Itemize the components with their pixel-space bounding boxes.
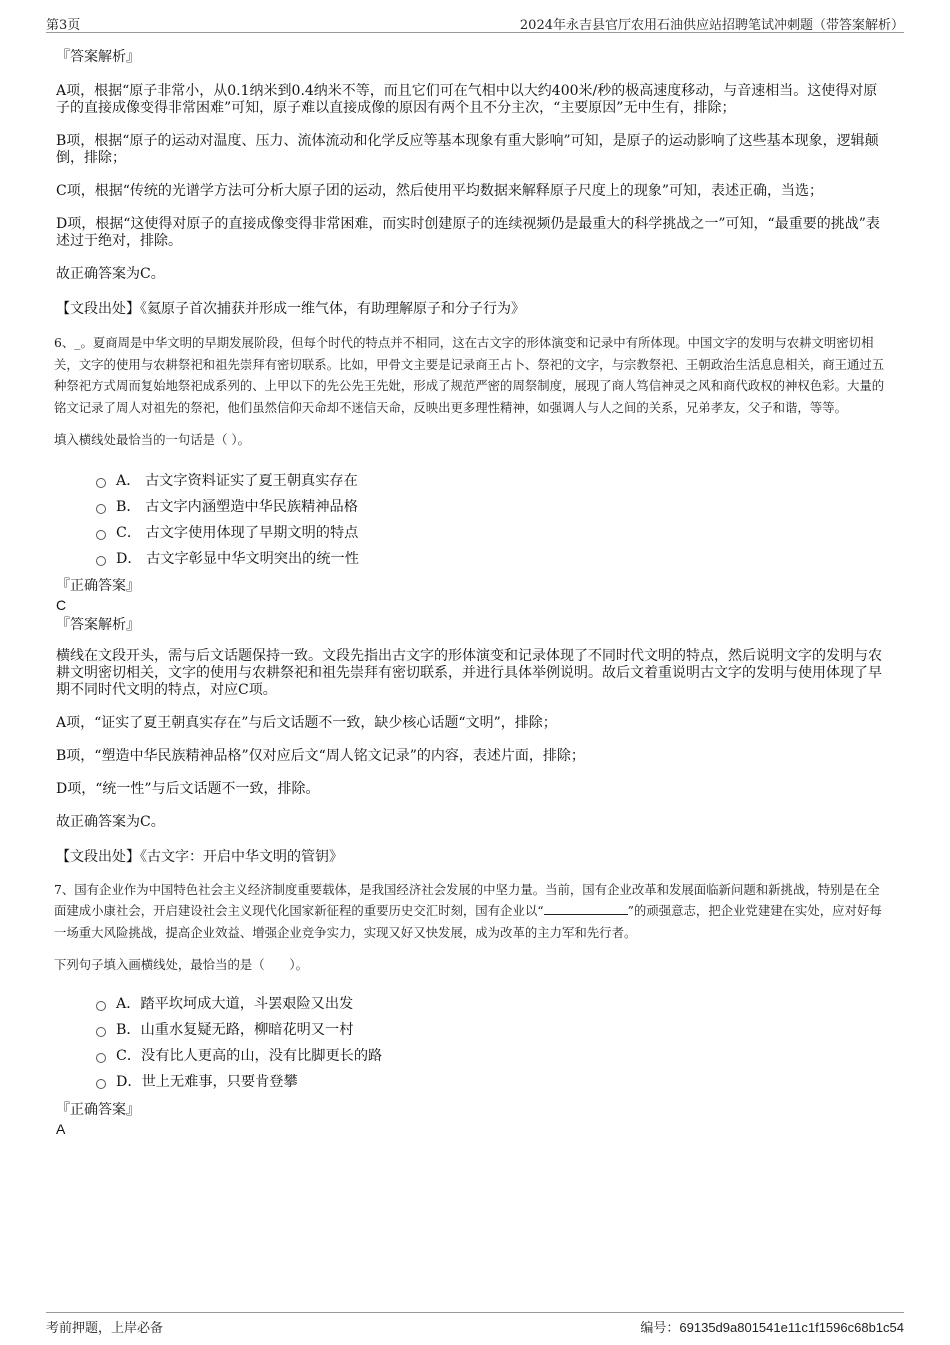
q6-option-c[interactable] bbox=[96, 520, 888, 546]
page-header bbox=[46, 12, 904, 33]
radio-icon[interactable] bbox=[96, 478, 106, 488]
page-footer bbox=[46, 1312, 904, 1335]
q5-explanation-d: D项，根据“这使得对原子的直接成像变得非常困难，而实时创建原子的连续视频仍是最重大的科学挑战之一”可知，“最重要的挑战”表述过于绝对，排除。 bbox=[56, 216, 880, 249]
q6-conclusion: 故正确答案为C。 bbox=[56, 813, 165, 830]
q5-explanation-a: A项，根据“原子非常小，从0.1纳米到0.4纳米不等，而且它们可在气相中以大约400米/秒的极高速度移动，与音速相当。这使得对原子的直接成像变得非常困难”可知，原子难以直接成像的原因有两个且不分主次，“主要原因”无中生有，排除； bbox=[56, 83, 878, 116]
radio-icon[interactable] bbox=[96, 556, 106, 566]
q6-explanation-b: B项，“塑造中华民族精神品格”仅对应后文“周人铭文记录”的内容，表述片面，排除； bbox=[56, 747, 585, 764]
q6-stem: 6、_。夏商周是中华文明的早期发展阶段，但每个时代的特点并不相同，这在古文字的形体演变和记录中有所体现。中国文字的发明与农耕文明密切相关，文字的使用与农耕祭祀和祖先崇拜有密切联系。比如，甲骨文主要是记录商王占卜、祭祀的文字，与宗教祭祀、王朝政治生活息息相关，商王通过五种祭祀方式周而复始地祭祀成系列的、上甲以下的先公先王先妣，形成了规范严密的周祭制度，展现了商人笃信神灵之风和商代政权的神权色彩。大量的铭文记录了周人对祖先的祭祀，他们虽然信仰天命却不迷信天命，反映出更多理性精神，如强调人与人之间的关系，兄弟孝友，父子和谐，等等。 bbox=[54, 335, 885, 415]
page-number: 第3页 bbox=[46, 18, 81, 33]
q7-stem-after: ”的顽强意志，把企业党建建在实处，应对好每一场重大风险挑战，提高企业效益、增强企业竞争实力，实现又好又快发展，成为改革的主力军和先行者。 bbox=[54, 903, 882, 940]
q6-explanation-a: A项，“证实了夏王朝真实存在”与后文话题不一致，缺少核心话题“文明”，排除； bbox=[56, 714, 557, 731]
q7-option-d[interactable] bbox=[96, 1069, 888, 1095]
q7-option-a-label: A．踏平坎坷成大道，斗罢艰险又出发 bbox=[116, 995, 354, 1012]
q6-option-d[interactable] bbox=[96, 546, 888, 572]
q7-answer: A bbox=[56, 1120, 66, 1137]
radio-icon[interactable] bbox=[96, 504, 106, 514]
q6-answer-tag: 『正确答案』 bbox=[56, 577, 140, 594]
q7-option-b[interactable] bbox=[96, 1017, 888, 1043]
document-code-label: 编号： bbox=[640, 1321, 680, 1336]
q6-explanation-d: D项，“统一性”与后文话题不一致，排除。 bbox=[56, 780, 320, 797]
q6-prompt: 填入横线处最恰当的一句话是（ ）。 bbox=[54, 432, 250, 447]
q5-source: 【文段出处】《氦原子首次捕获并形成一维气体，有助理解原子和分子行为》 bbox=[56, 301, 525, 317]
q7-options bbox=[96, 991, 888, 1095]
q6-answer: C bbox=[56, 596, 67, 613]
q7-option-c[interactable] bbox=[96, 1043, 888, 1069]
q7-option-d-label: D．世上无难事，只要肯登攀 bbox=[116, 1073, 298, 1090]
q6-option-a-label: A． 古文字资料证实了夏王朝真实存在 bbox=[116, 472, 358, 489]
q7-option-a[interactable] bbox=[96, 991, 888, 1017]
document-code-value: 69135d9a801541e11c1f1596c68b1c54 bbox=[679, 1320, 904, 1335]
radio-icon[interactable] bbox=[96, 1053, 106, 1063]
q6-option-b[interactable] bbox=[96, 494, 888, 520]
q5-explanation-c: C项，根据“传统的光谱学方法可分析大原子团的运动，然后使用平均数据来解释原子尺度上的现象”可知，表述正确，当选； bbox=[56, 183, 824, 199]
radio-icon[interactable] bbox=[96, 530, 106, 540]
q6-source: 【文段出处】《古文字：开启中华文明的管钥》 bbox=[56, 848, 343, 865]
q7-prompt: 下列句子填入画横线处，最恰当的是（ ）。 bbox=[54, 957, 309, 972]
q5-conclusion: 故正确答案为C。 bbox=[56, 266, 165, 282]
q6-explanation: 横线在文段开头，需与后文话题保持一致。文段先指出古文字的形体演变和记录体现了不同时代文明的特点，然后说明文字的发明与农耕文明密切相关，文字的使用与农耕祭祀和祖先崇拜有密切联系，并进行具体举例说明。故后文着重说明古文字的发明与使用体现了早期不同时代文明的特点，对应C项。 bbox=[56, 647, 882, 698]
radio-icon[interactable] bbox=[96, 1027, 106, 1037]
q7-stem-before: 7、国有企业作为中国特色社会主义经济制度重要载体，是我国经济社会发展的中坚力量。当前，国有企业改革和发展面临新问题和新挑战，特别是在全面建成小康社会，开启建设社会主义现代化国家新征程的重要历史交汇时刻，国有企业以“ bbox=[54, 881, 880, 918]
q7-option-c-label: C．没有比人更高的山，没有比脚更长的路 bbox=[116, 1047, 383, 1064]
q7-option-b-label: B．山重水复疑无路，柳暗花明又一村 bbox=[116, 1021, 354, 1038]
q7-answer-tag: 『正确答案』 bbox=[56, 1101, 140, 1118]
q5-explanation-tag: 『答案解析』 bbox=[56, 49, 140, 65]
q5-explanation-b: B项，根据“原子的运动对温度、压力、流体流动和化学反应等基本现象有重大影响”可知，是原子的运动影响了这些基本现象，逻辑颠倒，排除； bbox=[56, 133, 879, 166]
radio-icon[interactable] bbox=[96, 1001, 106, 1011]
q6-option-a[interactable] bbox=[96, 468, 888, 494]
footer-slogan: 考前押题，上岸必备 bbox=[46, 1321, 164, 1336]
q6-option-d-label: D． 古文字彰显中华文明突出的统一性 bbox=[116, 550, 359, 567]
q7-stem bbox=[54, 879, 888, 944]
document-title: 2024年永吉县官厅农用石油供应站招聘笔试冲刺题（带答案解析） bbox=[519, 18, 904, 33]
document-body bbox=[56, 46, 888, 1138]
radio-icon[interactable] bbox=[96, 1079, 106, 1089]
q6-explanation-tag: 『答案解析』 bbox=[56, 616, 140, 633]
q6-option-c-label: C． 古文字使用体现了早期文明的特点 bbox=[116, 524, 359, 541]
q7-blank bbox=[544, 902, 628, 915]
q6-option-b-label: B． 古文字内涵塑造中华民族精神品格 bbox=[116, 498, 358, 515]
q6-options bbox=[96, 468, 888, 572]
document-code bbox=[640, 1317, 904, 1336]
